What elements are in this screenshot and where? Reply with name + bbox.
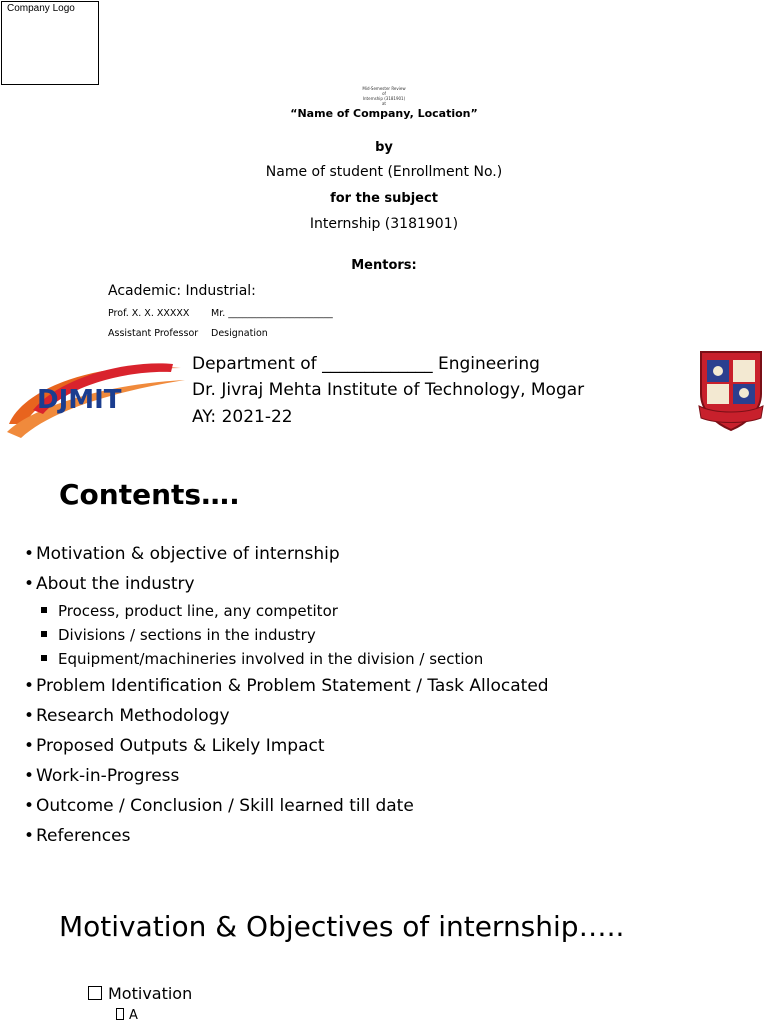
subject-name: Internship (3181901) — [309, 216, 459, 232]
sub-item-a — [116, 1008, 138, 1023]
review-line-1: Mid-Semester Review — [362, 86, 406, 91]
department-line: Department of _____________ Engineering — [192, 354, 540, 374]
contents-list — [24, 539, 764, 851]
contents-title: Contents…. — [59, 478, 240, 511]
student-name: Name of student (Enrollment No.) — [265, 164, 503, 180]
checkbox-icon — [88, 986, 102, 1000]
placeholder-glyph-icon — [116, 1008, 124, 1020]
by-label: by — [375, 140, 393, 155]
review-line-4: at — [381, 101, 387, 106]
academic-industrial-label: Academic: Industrial: — [108, 283, 256, 299]
list-item: • References — [24, 826, 131, 846]
review-line-3: Internship (3181901) — [362, 96, 406, 101]
list-item: • Research Methodology — [24, 706, 230, 726]
designation: Designation — [211, 328, 268, 339]
djmit-logo — [3, 350, 187, 442]
list-item: • Work-in-Progress — [24, 766, 180, 786]
mr-line: Mr. ______________________ — [211, 308, 333, 319]
motivation-item — [88, 984, 192, 1003]
prof-name: Prof. X. X. XXXXX — [108, 308, 190, 319]
list-item: • Outcome / Conclusion / Skill learned till date — [24, 796, 414, 816]
university-crest-icon — [695, 346, 767, 434]
sub-list-item: Equipment/machineries involved in the division / section — [24, 647, 764, 671]
institute-name: Dr. Jivraj Mehta Institute of Technology, Mogar — [192, 380, 585, 400]
motivation-title: Motivation & Objectives of internship….. — [59, 910, 625, 943]
for-subject-label: for the subject — [330, 191, 438, 206]
company-name: “Name of Company, Location” — [290, 107, 478, 120]
sub-item-a-label: A — [129, 1008, 138, 1023]
list-item: • About the industry — [24, 574, 195, 594]
list-item: • Problem Identification & Problem Statement / Task Allocated — [24, 676, 549, 696]
company-logo-placeholder — [1, 1, 99, 85]
list-item: • Proposed Outputs & Likely Impact — [24, 736, 325, 756]
motivation-label: Motivation — [108, 984, 193, 1003]
sub-list-item: Process, product line, any competitor — [24, 599, 764, 623]
company-logo-label: Company Logo — [7, 3, 75, 14]
academic-year: AY: 2021-22 — [192, 407, 293, 427]
sub-list-item: Divisions / sections in the industry — [24, 623, 764, 647]
review-line-2: of — [382, 91, 386, 96]
list-item: • Motivation & objective of internship — [24, 544, 340, 564]
assistant-professor: Assistant Professor — [108, 328, 199, 339]
djmit-logo-text: DJMIT — [37, 385, 122, 415]
review-heading — [0, 86, 768, 106]
mentors-label: Mentors: — [351, 258, 417, 273]
